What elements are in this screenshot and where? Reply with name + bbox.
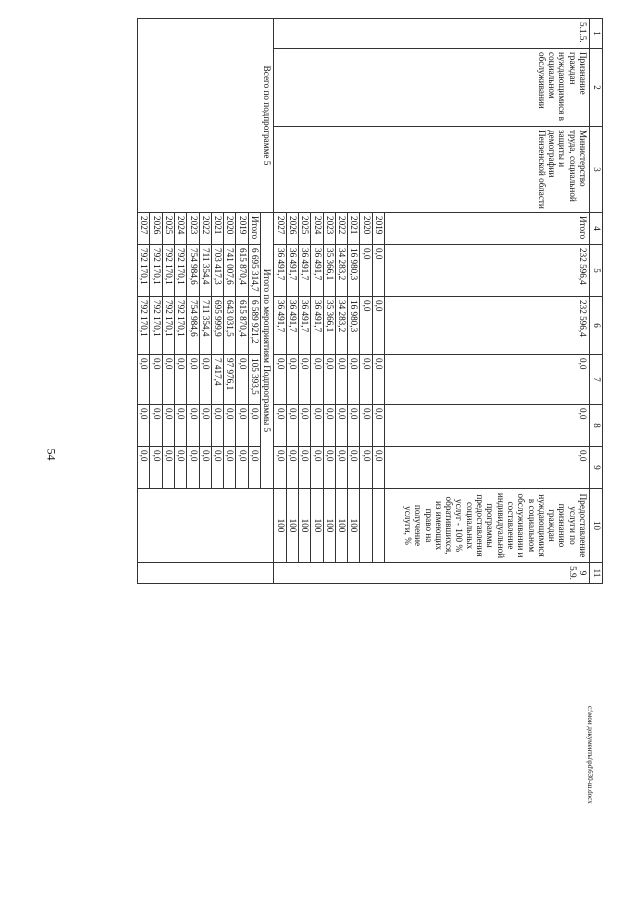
value-cell: 0,0 [274,447,286,489]
value-cell: 0,0 [298,405,310,447]
measure-code: 5.1.5. [274,19,590,49]
indicator-text: Предоставление услуги по признанию граждан нуждающимися в социальном обслуживании и составление индивидуальной программы предоставления социальных услуг - 100 % обратившихся, из имеющих право на получение услуги, % [385,489,590,563]
value-cell: 754 984,6 [187,245,199,297]
year-cell: 2020 [360,213,372,245]
value-cell: 0,0 [274,355,286,405]
indicator-value: 100 [298,489,310,563]
value-cell: 36 491,7 [311,297,323,355]
year-cell: 2019 [236,213,248,245]
value-cell: 0,0 [372,405,384,447]
value-cell: 695 999,9 [211,297,223,355]
subprogram-total-label: Всего по подпрограмме 5 [138,19,274,213]
col-num: 9 [590,447,603,489]
total-cell: 6 695 314,7 [248,245,260,297]
value-cell: 35 366,1 [323,297,335,355]
year-cell: 2027 [274,213,286,245]
value-cell: 34 283,2 [335,245,347,297]
year-cell: 2022 [335,213,347,245]
value-cell: 0,0 [138,447,150,489]
year-cell: 2021 [348,213,360,245]
value-cell: 0,0 [187,447,199,489]
total-label: Итого [248,213,260,245]
table-body [138,19,603,584]
total-cell: 0,0 [385,405,590,447]
value-cell: 36 491,7 [298,297,310,355]
total-cell: 0,0 [248,405,260,447]
value-cell: 36 491,7 [286,245,298,297]
value-cell: 0,0 [150,355,162,405]
value-cell: 615 870,4 [236,297,248,355]
value-cell: 0,0 [348,355,360,405]
value-cell: 0,0 [199,447,211,489]
indicator-empty [138,489,274,563]
year-cell: 2024 [174,213,186,245]
value-cell: 0,0 [360,297,372,355]
value-cell: 0,0 [360,447,372,489]
value-cell: 0,0 [138,355,150,405]
value-cell: 0,0 [199,355,211,405]
value-cell: 0,0 [162,447,174,489]
indicator-value: 100 [311,489,323,563]
value-cell: 0,0 [150,405,162,447]
value-cell: 0,0 [360,405,372,447]
value-cell: 0,0 [187,355,199,405]
subtotal-heading: Итого по мероприятиям Подпрограммы 5 [261,213,274,489]
value-cell: 792 170,1 [138,297,150,355]
program-table [137,18,603,584]
col-num: 3 [590,127,603,213]
col-num: 7 [590,355,603,405]
value-cell: 0,0 [323,405,335,447]
value-cell: 0,0 [311,355,323,405]
year-cell: 2027 [138,213,150,245]
value-cell: 643 031,5 [224,297,236,355]
value-cell: 0,0 [199,405,211,447]
col-num: 5 [590,245,603,297]
value-cell: 0,0 [162,355,174,405]
value-cell: 0,0 [174,447,186,489]
year-cell: 2023 [323,213,335,245]
value-cell: 615 870,4 [236,245,248,297]
value-cell: 0,0 [274,405,286,447]
subtotal-heading-row [261,19,274,584]
value-cell: 0,0 [224,405,236,447]
value-cell: 711 354,4 [199,297,211,355]
value-cell: 0,0 [335,355,347,405]
value-cell: 0,0 [236,447,248,489]
total-cell: 0,0 [385,355,590,405]
year-cell: 2020 [224,213,236,245]
value-cell: 0,0 [138,405,150,447]
value-cell: 0,0 [187,405,199,447]
total-cell: 105 393,5 [248,355,260,405]
year-cell: 2025 [298,213,310,245]
year-cell: 2026 [150,213,162,245]
value-cell: 0,0 [348,447,360,489]
value-cell: 792 170,1 [174,297,186,355]
value-cell: 0,0 [372,355,384,405]
indicator-value [372,489,384,563]
indicator-value: 100 [335,489,347,563]
col-num: 2 [590,49,603,127]
value-cell: 0,0 [211,405,223,447]
footer-file-path: c:\мои документы\pd\630-ш.docx [586,706,594,804]
indicator-value: 100 [348,489,360,563]
year-cell: 2024 [311,213,323,245]
value-cell: 0,0 [150,447,162,489]
value-cell: 0,0 [323,447,335,489]
value-cell: 0,0 [360,355,372,405]
value-cell: 703 417,3 [211,245,223,297]
value-cell: 792 170,1 [138,245,150,297]
col-num: 4 [590,213,603,245]
value-cell: 741 007,6 [224,245,236,297]
year-cell: 2022 [199,213,211,245]
total-cell: 0,0 [385,447,590,489]
value-cell: 97 976,1 [224,355,236,405]
value-cell: 792 170,1 [174,245,186,297]
value-cell: 36 491,7 [274,297,286,355]
value-cell: 0,0 [286,447,298,489]
value-cell: 792 170,1 [162,245,174,297]
year-cell: 2025 [162,213,174,245]
value-cell: 7 417,4 [211,355,223,405]
value-cell: 0,0 [372,245,384,297]
value-cell: 0,0 [162,405,174,447]
indicator-value [360,489,372,563]
year-cell: 2023 [187,213,199,245]
col-num: 11 [590,563,603,584]
value-cell: 16 980,3 [348,245,360,297]
value-cell: 0,0 [174,355,186,405]
value-cell: 0,0 [323,355,335,405]
link-empty [138,563,274,584]
value-cell: 36 491,7 [311,245,323,297]
col-num: 8 [590,405,603,447]
measure-name: Признание граждан нуждающимися в социальном обслуживании [274,49,590,127]
value-cell: 0,0 [311,447,323,489]
value-cell: 0,0 [298,447,310,489]
value-cell: 0,0 [236,355,248,405]
value-cell: 792 170,1 [150,297,162,355]
year-cell: 2026 [286,213,298,245]
value-cell: 0,0 [224,447,236,489]
value-cell: 0,0 [286,405,298,447]
col-num: 6 [590,297,603,355]
value-cell: 0,0 [286,355,298,405]
rotated-table-container [95,18,603,583]
year-cell: 2021 [211,213,223,245]
value-cell: 36 491,7 [274,245,286,297]
row-5-1-5-total [385,19,590,584]
value-cell: 36 491,7 [286,297,298,355]
value-cell: 0,0 [298,355,310,405]
indicator-value: 100 [323,489,335,563]
column-number-row [590,19,603,584]
value-cell: 0,0 [311,405,323,447]
value-cell: 0,0 [372,447,384,489]
value-cell: 0,0 [174,405,186,447]
indicator-value: 100 [274,489,286,563]
value-cell: 0,0 [211,447,223,489]
col-num: 10 [590,489,603,563]
value-cell: 35 366,1 [323,245,335,297]
value-cell: 0,0 [372,297,384,355]
col-num: 1 [590,19,603,49]
total-cell: 232 596,4 [385,245,590,297]
page-number: 54 [44,448,59,461]
value-cell: 16 980,3 [348,297,360,355]
value-cell: 754 984,6 [187,297,199,355]
value-cell: 36 491,7 [298,245,310,297]
value-cell: 792 170,1 [150,245,162,297]
value-cell: 0,0 [236,405,248,447]
total-cell: 232 596,4 [385,297,590,355]
link-ref: 9 5.9. [274,563,590,584]
year-cell: 2019 [372,213,384,245]
value-cell: 711 354,4 [199,245,211,297]
value-cell: 34 283,2 [335,297,347,355]
indicator-value: 100 [286,489,298,563]
value-cell: 0,0 [335,405,347,447]
measure-executor: Министерство труда, социальной защиты и демографии Пензенской области [274,127,590,213]
value-cell: 0,0 [348,405,360,447]
total-cell: 0,0 [248,447,260,489]
value-cell: 792 170,1 [162,297,174,355]
value-cell: 0,0 [335,447,347,489]
total-label: Итого [385,213,590,245]
value-cell: 0,0 [360,245,372,297]
total-cell: 6 589 921,2 [248,297,260,355]
